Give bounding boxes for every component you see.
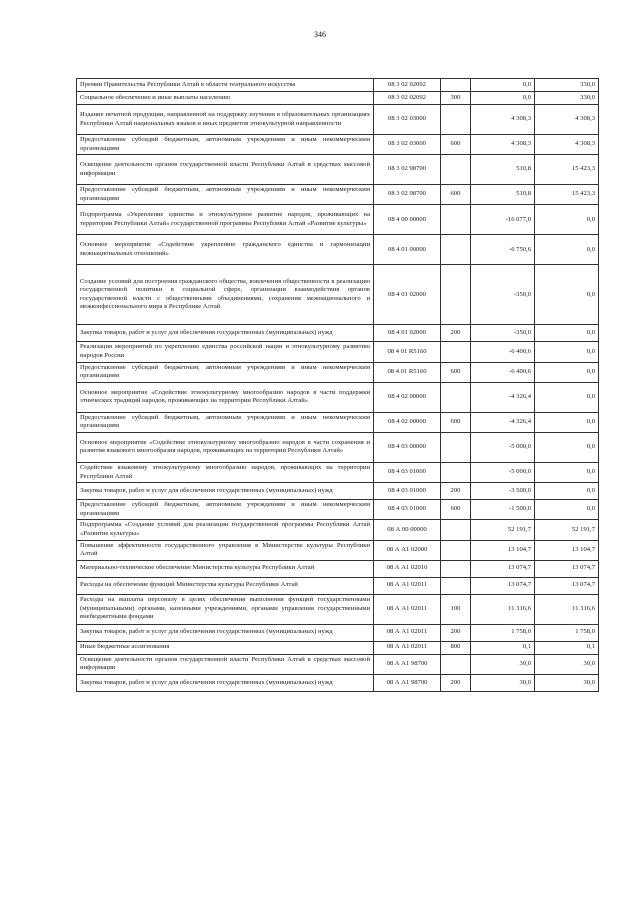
row-kind-cell [441,342,471,362]
row-value-2021-cell: 15 423,3 [535,185,599,205]
row-name-cell: Основное мероприятие «Содействие укреплению гражданского единства и гармонизации межнациональных отношений» [77,235,374,265]
row-code-cell: 08 А А1 02011 [374,577,441,594]
row-kind-cell [441,577,471,594]
row-value-2020-cell: 30,0 [471,674,535,691]
row-value-2021-cell: 0,0 [535,362,599,382]
row-kind-cell: 200 [441,325,471,342]
table-row [77,641,599,654]
row-value-2020-cell: -5 000,0 [471,462,535,482]
row-value-2020-cell: -5 000,0 [471,432,535,462]
row-value-2021-cell: 1 758,0 [535,624,599,641]
row-kind-cell [441,520,471,540]
row-code-cell: 08 3 02 98700 [374,155,441,185]
row-value-2021-cell: 13 074,7 [535,560,599,577]
row-kind-cell: 200 [441,483,471,500]
row-code-cell: 08 3 02 03000 [374,135,441,155]
row-kind-cell [441,235,471,265]
row-code-cell: 08 А А1 98700 [374,674,441,691]
row-value-2020-cell: 11 316,6 [471,594,535,624]
row-value-2020-cell: -350,0 [471,265,535,325]
row-kind-cell: 600 [441,135,471,155]
table-row [77,79,599,92]
row-value-2020-cell: -350,0 [471,325,535,342]
table-row [77,325,599,342]
row-kind-cell [441,265,471,325]
row-code-cell: 08 4 02 00000 [374,382,441,412]
row-name-cell: Закупка товаров, работ и услуг для обеспечения государственных (муниципальных) нужд [77,325,374,342]
row-name-cell: Иные бюджетные ассигнования [77,641,374,654]
row-value-2020-cell: -1 500,0 [471,500,535,520]
row-value-2021-cell: 30,0 [535,674,599,691]
row-name-cell: Социальное обеспечение и иные выплаты населению [77,92,374,105]
table-row [77,205,599,235]
table-row [77,155,599,185]
row-code-cell: 08 4 01 00000 [374,235,441,265]
row-value-2020-cell: -4 326,4 [471,382,535,412]
row-value-2021-cell: 11 316,6 [535,594,599,624]
row-name-cell: Подпрограмма «Укрепление единства и этнокультурное развитие народов, проживающих на территории Республики Алтай» государственной программы Республики Алтай «Развитие культуры» [77,205,374,235]
row-value-2020-cell: 0,1 [471,641,535,654]
row-code-cell: 08 А А1 02011 [374,624,441,641]
row-value-2021-cell: 0,0 [535,483,599,500]
table-row [77,432,599,462]
row-kind-cell [441,432,471,462]
row-name-cell: Премии Правительства Республики Алтай в области театрального искусства [77,79,374,92]
row-name-cell: Предоставление субсидий бюджетным, автономным учреждениям и иным некоммерческим организациям [77,135,374,155]
row-value-2020-cell: 4 308,3 [471,135,535,155]
table-row [77,654,599,674]
row-value-2020-cell: 30,0 [471,654,535,674]
row-code-cell: 08 4 01 R5160 [374,362,441,382]
row-code-cell: 08 4 03 00000 [374,432,441,462]
row-name-cell: Закупка товаров, работ и услуг для обеспечения государственных (муниципальных) нужд [77,674,374,691]
row-name-cell: Расходы на выплаты персоналу в целях обеспечения выполнения функций государственными (муниципальными) органами, казенными учреждениями, органами управления государственными внебюджетными фондами [77,594,374,624]
row-value-2021-cell: 0,0 [535,325,599,342]
row-value-2021-cell: 0,0 [535,500,599,520]
row-value-2020-cell: -4 326,4 [471,412,535,432]
table-row [77,342,599,362]
table-row [77,594,599,624]
row-value-2020-cell: 510,8 [471,155,535,185]
row-code-cell: 08 4 03 01000 [374,500,441,520]
row-kind-cell [441,155,471,185]
row-value-2021-cell: 330,0 [535,92,599,105]
table-row [77,92,599,105]
row-name-cell: Расходы на обеспечение функций Министерства культуры Республики Алтай [77,577,374,594]
table-row [77,412,599,432]
table-row [77,382,599,412]
row-value-2020-cell: -6 750,6 [471,235,535,265]
row-code-cell: 08 4 01 R5160 [374,342,441,362]
row-code-cell: 08 3 02 03000 [374,105,441,135]
row-kind-cell [441,205,471,235]
budget-table-body [77,79,599,692]
row-code-cell: 08 4 01 02000 [374,265,441,325]
table-row [77,462,599,482]
row-value-2020-cell: -6 400,6 [471,342,535,362]
row-value-2020-cell: 0,0 [471,92,535,105]
row-code-cell: 08 3 02 98700 [374,185,441,205]
row-kind-cell: 200 [441,624,471,641]
row-name-cell: Содействие языковому этнокультурному многообразию народов, проживающих на территории Республики Алтай [77,462,374,482]
row-value-2021-cell: 4 308,3 [535,135,599,155]
row-value-2021-cell: 0,0 [535,235,599,265]
row-code-cell: 08 4 01 02000 [374,325,441,342]
row-kind-cell: 600 [441,500,471,520]
row-kind-cell [441,105,471,135]
table-row [77,135,599,155]
row-value-2020-cell: -6 400,6 [471,362,535,382]
row-value-2021-cell: 0,0 [535,382,599,412]
row-name-cell: Повышение эффективности государственного управления в Министерстве культуры Республики Алтай [77,540,374,560]
row-kind-cell [441,540,471,560]
row-value-2020-cell: -3 500,0 [471,483,535,500]
row-kind-cell: 300 [441,92,471,105]
row-code-cell: 08 3 02 02092 [374,79,441,92]
row-name-cell: Освещение деятельности органов государственной власти Республики Алтай в средствах массовой информации [77,155,374,185]
row-kind-cell [441,654,471,674]
row-value-2020-cell: 52 191,7 [471,520,535,540]
row-kind-cell [441,560,471,577]
row-name-cell: Издание печатной продукции, направленной на поддержку изучения в образовательных организациях Республики Алтай национальных языков и иных предметов этнокультурной направленности [77,105,374,135]
row-kind-cell: 100 [441,594,471,624]
row-kind-cell [441,382,471,412]
row-value-2021-cell: 13 104,7 [535,540,599,560]
row-code-cell: 08 4 03 01000 [374,462,441,482]
table-row [77,483,599,500]
row-value-2021-cell: 0,0 [535,265,599,325]
row-value-2021-cell: 52 191,7 [535,520,599,540]
row-name-cell: Закупка товаров, работ и услуг для обеспечения государственных (муниципальных) нужд [77,624,374,641]
row-code-cell: 08 4 02 00000 [374,412,441,432]
row-value-2021-cell: 0,0 [535,205,599,235]
row-kind-cell [441,462,471,482]
table-row [77,185,599,205]
table-row [77,674,599,691]
row-kind-cell: 800 [441,641,471,654]
row-code-cell: 08 А А1 02000 [374,540,441,560]
row-name-cell: Предоставление субсидий бюджетным, автономным учреждениям и иным некоммерческим организациям [77,185,374,205]
row-kind-cell: 600 [441,362,471,382]
table-row [77,235,599,265]
row-code-cell: 08 А 00 00000 [374,520,441,540]
row-code-cell: 08 А А1 02011 [374,594,441,624]
row-value-2021-cell: 0,1 [535,641,599,654]
row-name-cell: Предоставление субсидий бюджетным, автономным учреждениям и иным некоммерческим организациям [77,412,374,432]
table-row [77,540,599,560]
row-name-cell: Предоставление субсидий бюджетным, автономным учреждениям и иным некоммерческим организациям [77,362,374,382]
row-value-2021-cell: 0,0 [535,342,599,362]
row-value-2020-cell: 13 104,7 [471,540,535,560]
table-row [77,560,599,577]
row-code-cell: 08 4 03 01000 [374,483,441,500]
row-value-2021-cell: 15 423,3 [535,155,599,185]
row-code-cell: 08 А А1 02010 [374,560,441,577]
row-name-cell: Закупка товаров, работ и услуг для обеспечения государственных (муниципальных) нужд [77,483,374,500]
budget-table [76,78,599,692]
row-kind-cell: 600 [441,185,471,205]
row-value-2021-cell: 0,0 [535,462,599,482]
row-value-2020-cell: 510,8 [471,185,535,205]
table-row [77,520,599,540]
table-row [77,362,599,382]
row-value-2021-cell: 0,0 [535,412,599,432]
page-number: 346 [314,30,326,39]
row-name-cell: Основное мероприятие «Содействие этнокультурному многообразию народов в части поддержки этнических традиций народов, проживающих на территории Республики Алтай» [77,382,374,412]
row-value-2021-cell: 30,0 [535,654,599,674]
table-row [77,500,599,520]
row-name-cell: Создание условий для построения гражданского общества, вовлечения общественности в реализацию государственной политики в социальной сфере, организации взаимодействия органов государственной власти с общественными объединениями, сохранения межнационального и межконфессионального мира в Республике Алтай [77,265,374,325]
row-value-2020-cell: 0,0 [471,79,535,92]
row-value-2020-cell: -16 077,0 [471,205,535,235]
row-value-2021-cell: 330,0 [535,79,599,92]
row-value-2021-cell: 13 074,7 [535,577,599,594]
row-value-2020-cell: 1 758,0 [471,624,535,641]
table-row [77,105,599,135]
row-kind-cell: 600 [441,412,471,432]
row-code-cell: 08 3 02 02092 [374,92,441,105]
row-value-2020-cell: 13 074,7 [471,560,535,577]
row-code-cell: 08 А А1 98700 [374,654,441,674]
row-value-2021-cell: 0,0 [535,432,599,462]
row-name-cell: Основное мероприятие «Содействие этнокультурному многообразию народов в части сохранения и развития языкового многообразия народов, проживающих на территории Республики Алтай» [77,432,374,462]
row-code-cell: 08 А А1 02011 [374,641,441,654]
row-code-cell: 08 4 00 00000 [374,205,441,235]
row-value-2020-cell: 13 074,7 [471,577,535,594]
row-name-cell: Реализация мероприятий по укреплению единства российской нации и этнокультурному развитию народов России [77,342,374,362]
row-value-2021-cell: 4 308,3 [535,105,599,135]
row-kind-cell: 200 [441,674,471,691]
row-value-2020-cell: 4 308,3 [471,105,535,135]
row-name-cell: Освещение деятельности органов государственной власти Республики Алтай в средствах массовой информации [77,654,374,674]
table-row [77,577,599,594]
row-name-cell: Материально-техническое обеспечение Министерства культуры Республики Алтай [77,560,374,577]
table-row [77,624,599,641]
row-kind-cell [441,79,471,92]
row-name-cell: Подпрограмма «Создание условий для реализации государственной программы Республики Алтай «Развитие культуры» [77,520,374,540]
table-row [77,265,599,325]
row-name-cell: Предоставление субсидий бюджетным, автономным учреждениям и иным некоммерческим организациям [77,500,374,520]
